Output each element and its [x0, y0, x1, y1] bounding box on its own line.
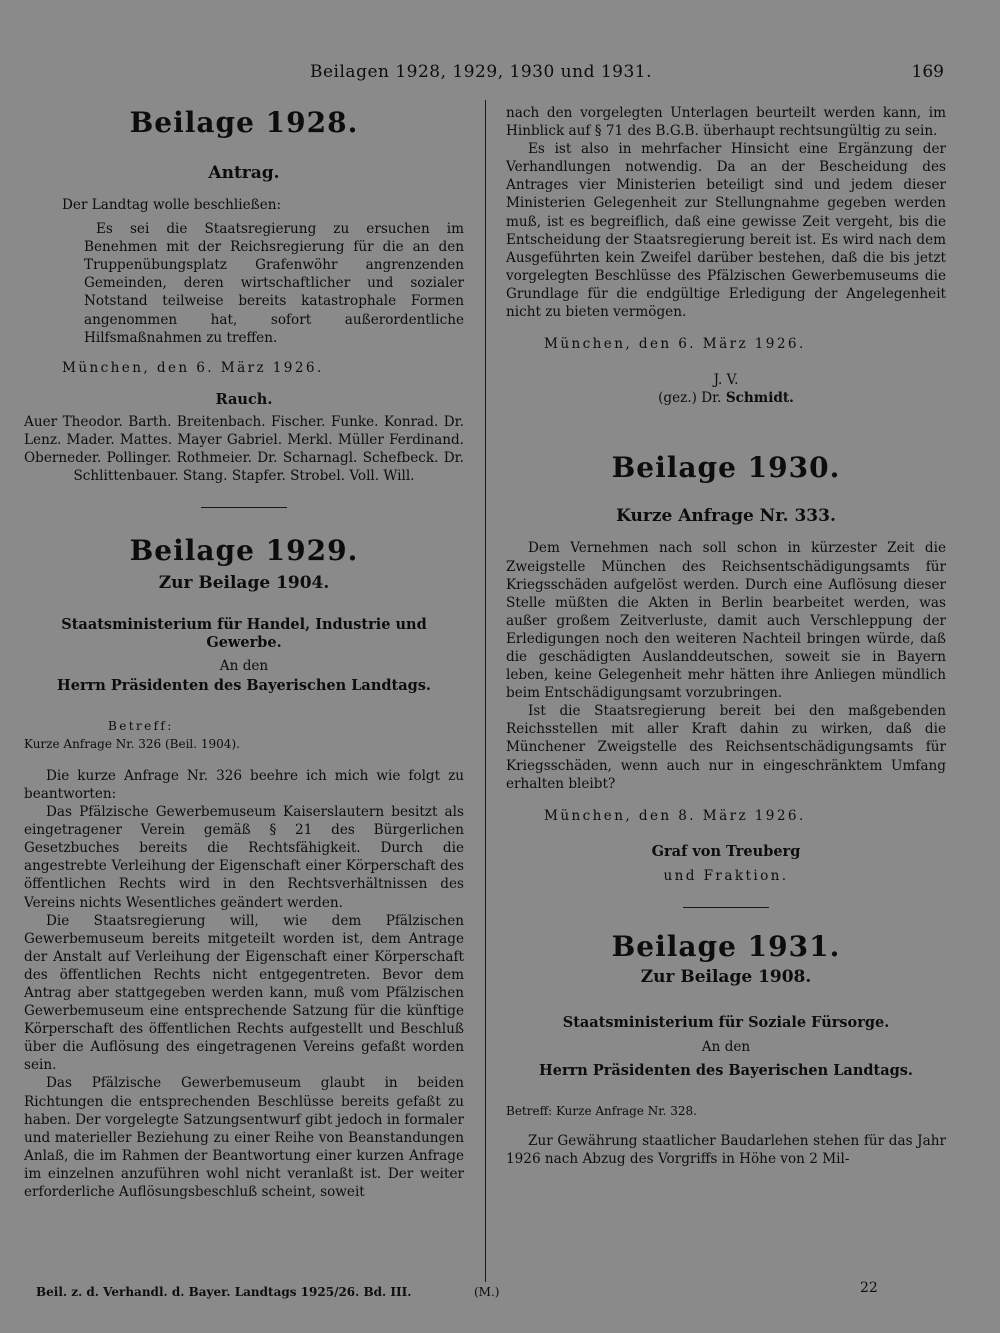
betreff-label: Betreff: [108, 718, 174, 733]
signature-prefix: (gez.) Dr. [658, 390, 722, 407]
answer-para-4: Das Pfälzische Gewerbemuseum glaubt in beiden Richtungen die entsprechenden Beschlüsse bereits gefaßt zu haben. Der vorgelegte Satzungsentwurf gibt jedoch in formaler und materieller Beziehung zu einer Reihe von Beanstandungen Anlaß, die im Rahmen der Beantwortung einer kurzen Anfrage im einzelnen anzuführen wohl nicht veranlaßt ist. Der weiter erforderliche Auflösungsbeschluß scheint, soweit [24, 1075, 464, 1201]
column-divider [485, 100, 486, 1282]
antrag-heading: Antrag. [208, 163, 280, 183]
left-column [24, 100, 464, 1201]
beilage-1931-title: Beilage 1931. [611, 930, 841, 963]
footer-publication: Beil. z. d. Verhandl. d. Bayer. Landtags 1925/26. Bd. III. [36, 1285, 412, 1299]
antrag-signer: Rauch. [215, 390, 273, 408]
anfrage-333-date: München, den 8. März 1926. [544, 807, 806, 824]
anfrage-333-signer: Graf von Treuberg [651, 842, 801, 860]
beilage-1930-title: Beilage 1930. [611, 451, 841, 485]
right-column [506, 104, 946, 1169]
section-rule [201, 507, 287, 508]
answer-date: München, den 6. März 1926. [544, 336, 806, 353]
beilage-1929-title: Beilage 1929. [129, 534, 359, 568]
answer-para-1: Die kurze Anfrage Nr. 326 beehre ich mich wie folgt zu beantworten: [24, 767, 464, 802]
betreff-text: Betreff: Kurze Anfrage Nr. 328. [506, 1104, 697, 1119]
antrag-body: Es sei die Staatsregierung zu ersuchen im Benehmen mit der Reichsregierung für die an den Truppenübungsplatz Grafenwöhr angrenzenden Gemeinden, deren wirtschaftlicher und sozialer Notstand teilweise bereits katastrophale Formen angenommen hat, sofort außerordentliche Hilfsmaßnahmen zu treffen. [84, 221, 464, 346]
address-to: An den [219, 657, 269, 674]
answer-iv: J. V. [713, 372, 739, 389]
antrag-cosigners: Auer Theodor. Barth. Breitenbach. Fischer. Funke. Konrad. Dr. Lenz. Mader. Mattes. Mayer Gabriel. Merkl. Müller Ferdinand. Oberneder. Pollinger. Rothmeier. Dr. Scharnagl. Schefbeck. Dr. Schlittenbauer. Stang. Stapfer. Strobel. Voll. Will. [24, 413, 464, 485]
beilage-1931-ref: Zur Beilage 1908. [640, 967, 812, 987]
footer-sheet-number: 22 [860, 1280, 878, 1296]
answer-para-3: Die Staatsregierung will, wie dem Pfälzischen Gewerbemuseum bereits mitgeteilt worden ist, dem Antrage der Anstalt auf Verleihung der Eigenschaft einer Körperschaft des öffentlichen Rechts nicht entgegentreten. Bevor dem Antrag aber stattgegeben werden kann, muß vom Pfälzischen Gewerbemuseum eine entsprechende Satzung für die künftige Körperschaft des öffentlichen Rechts aufgestellt und Beschluß über die Auflösung des eingetragenen Vereins gefaßt worden sein. [24, 912, 464, 1074]
ministry-name: Staatsministerium für Soziale Fürsorge. [562, 1014, 890, 1031]
antrag-intro: Der Landtag wolle beschließen: [62, 197, 282, 213]
section-rule [683, 907, 769, 908]
betreff-text: Kurze Anfrage Nr. 326 (Beil. 1904). [24, 736, 240, 751]
antrag-date: München, den 6. März 1926. [62, 359, 324, 376]
running-title: Beilagen 1928, 1929, 1930 und 1931. [310, 62, 653, 82]
beilage-1929-ref: Zur Beilage 1904. [158, 573, 330, 594]
answer-1931-para-1: Zur Gewährung staatlicher Baudarlehen stehen für das Jahr 1926 nach Abzug des Vorgriffs in Höhe von 2 Mil- [506, 1133, 946, 1168]
anfrage-333-para-2: Ist die Staatsregierung bereit bei den maßgebenden Reichsstellen mit aller Kraft dahin zu wirken, daß die Münchener Zweigstelle des Reichsentschädigungsamts für Kriegsschäden, wenn auch nur in eingeschränktem Umfang erhalten bleibt? [506, 703, 946, 792]
page-header [0, 62, 1000, 88]
answer-para-4-continued: nach den vorgelegten Unterlagen beurteilt werden kann, im Hinblick auf § 71 des B.G.B. überhaupt rechtsungültig zu sein. [506, 105, 946, 140]
anfrage-333-para-1: Dem Vernehmen nach soll schon in kürzester Zeit die Zweigstelle München des Reichsentschädigungsamts für Kriegsschäden aufgelöst werden. Durch eine Auflösung dieser Stelle müßten die Akten in Berlin bearbeitet werden, was außer großem Zeitverluste, damit auch Verschleppung der Erledigungen noch den weiteren Nachteil bringen würde, daß die geschädigten Auslanddeutschen, soweit sie in Bayern leben, keine Gelegenheit mehr hätten ihre Anliegen mündlich beim Entschädigungsamt vorzubringen. [506, 540, 946, 702]
answer-signature [506, 389, 946, 407]
address-recipient: Herrn Präsidenten des Bayerischen Landtags. [57, 676, 431, 694]
ministry-name: Staatsministerium für Handel, Industrie und Gewerbe. [61, 616, 427, 652]
answer-para-2: Das Pfälzische Gewerbemuseum Kaiserslautern besitzt als eingetragener Verein gemäß § 21 des Bürgerlichen Gesetzbuches bereits die Rechtsfähigkeit. Durch die angestrebte Verleihung der Eigenschaft einer Körperschaft des öffentlichen Rechts wird in den Rechtsverhältnissen des Vereins nichts Wesentliches geändert werden. [24, 804, 464, 911]
anfrage-333-heading: Kurze Anfrage Nr. 333. [616, 506, 836, 527]
anfrage-333-fraction: und Fraktion. [663, 867, 789, 884]
address-recipient: Herrn Präsidenten des Bayerischen Landtags. [539, 1062, 913, 1080]
footer-mark: (M.) [474, 1285, 500, 1299]
signature-name: Schmidt. [725, 390, 794, 407]
address-to: An den [701, 1039, 751, 1056]
beilage-1928-title: Beilage 1928. [129, 106, 359, 139]
page-number: 169 [911, 62, 944, 82]
answer-para-5: Es ist also in mehrfacher Hinsicht eine Ergänzung der Verhandlungen notwendig. Da an der Bescheidung des Antrages vier Ministerien beteiligt sind und jedem dieser Ministerien Gelegenheit zur Stellungnahme gegeben werden muß, ist es begreiflich, daß eine gewisse Zeit vergeht, bis die Entscheidung der Staatsregierung bereit ist. Es wird nach dem Ausgeführten kein Zweifel darüber bestehen, daß die bis jetzt vorgelegten Beschlüsse des Pfälzischen Gewerbemuseums die Grundlage für die endgültige Erledigung der Angelegenheit nicht zu bieten vermögen. [506, 141, 946, 321]
